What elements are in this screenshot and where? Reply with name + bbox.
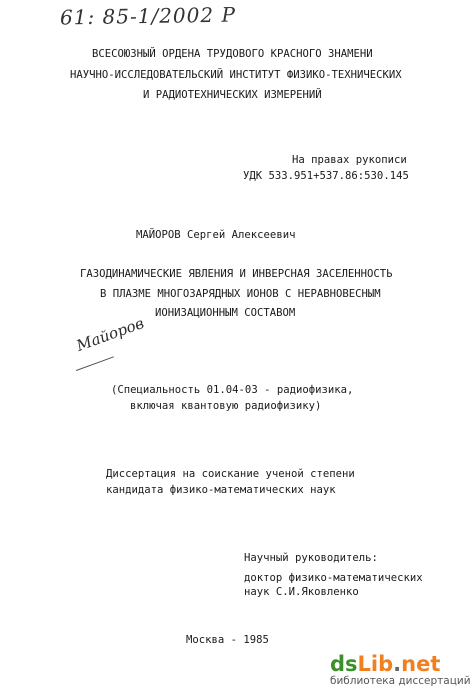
dslib-watermark <box>330 652 471 687</box>
specialty-line-1: (Специальность 01.04-03 - радиофизика, <box>111 384 354 396</box>
dissertation-line-2: кандидата физико-математических наук <box>106 484 336 496</box>
handwritten-signature: Майоров <box>74 313 147 355</box>
rights-reserved-label: На правах рукописи <box>292 154 407 166</box>
signature-underline <box>76 356 114 371</box>
watermark-subtitle: библиотека диссертаций <box>330 675 471 687</box>
supervisor-degree: доктор физико-математических <box>244 572 423 584</box>
dissertation-line-1: Диссертация на соискание ученой степени <box>106 468 355 480</box>
supervisor-name: наук С.И.Яковленко <box>244 586 359 598</box>
place-and-year: Москва - 1985 <box>186 634 269 646</box>
specialty-line-2: включая квантовую радиофизику) <box>130 400 322 412</box>
udc-code: УДК 533.951+537.86:530.145 <box>243 170 409 182</box>
author-name: МАЙОРОВ Сергей Алексеевич <box>136 229 296 241</box>
institution-line-3: И РАДИОТЕХНИЧЕСКИХ ИЗМЕРЕНИЙ <box>143 89 322 101</box>
title-line-1: ГАЗОДИНАМИЧЕСКИЕ ЯВЛЕНИЯ И ИНВЕРСНАЯ ЗАСЕЛЕННОСТЬ <box>80 268 393 280</box>
supervisor-label: Научный руководитель: <box>244 552 378 564</box>
handwritten-catalog-number: 61: 85-1/2002 Р <box>59 2 237 30</box>
title-line-2: В ПЛАЗМЕ МНОГОЗАРЯДНЫХ ИОНОВ С НЕРАВНОВЕСНЫМ <box>100 288 381 300</box>
title-line-3: ИОНИЗАЦИОННЫМ СОСТАВОМ <box>155 307 296 319</box>
institution-line-2: НАУЧНО-ИССЛЕДОВАТЕЛЬСКИЙ ИНСТИТУТ ФИЗИКО-ТЕХНИЧЕСКИХ <box>70 69 402 81</box>
institution-line-1: ВСЕСОЮЗНЫЙ ОРДЕНА ТРУДОВОГО КРАСНОГО ЗНАМЕНИ <box>92 48 373 60</box>
watermark-logo: dsLib.net <box>330 652 441 676</box>
